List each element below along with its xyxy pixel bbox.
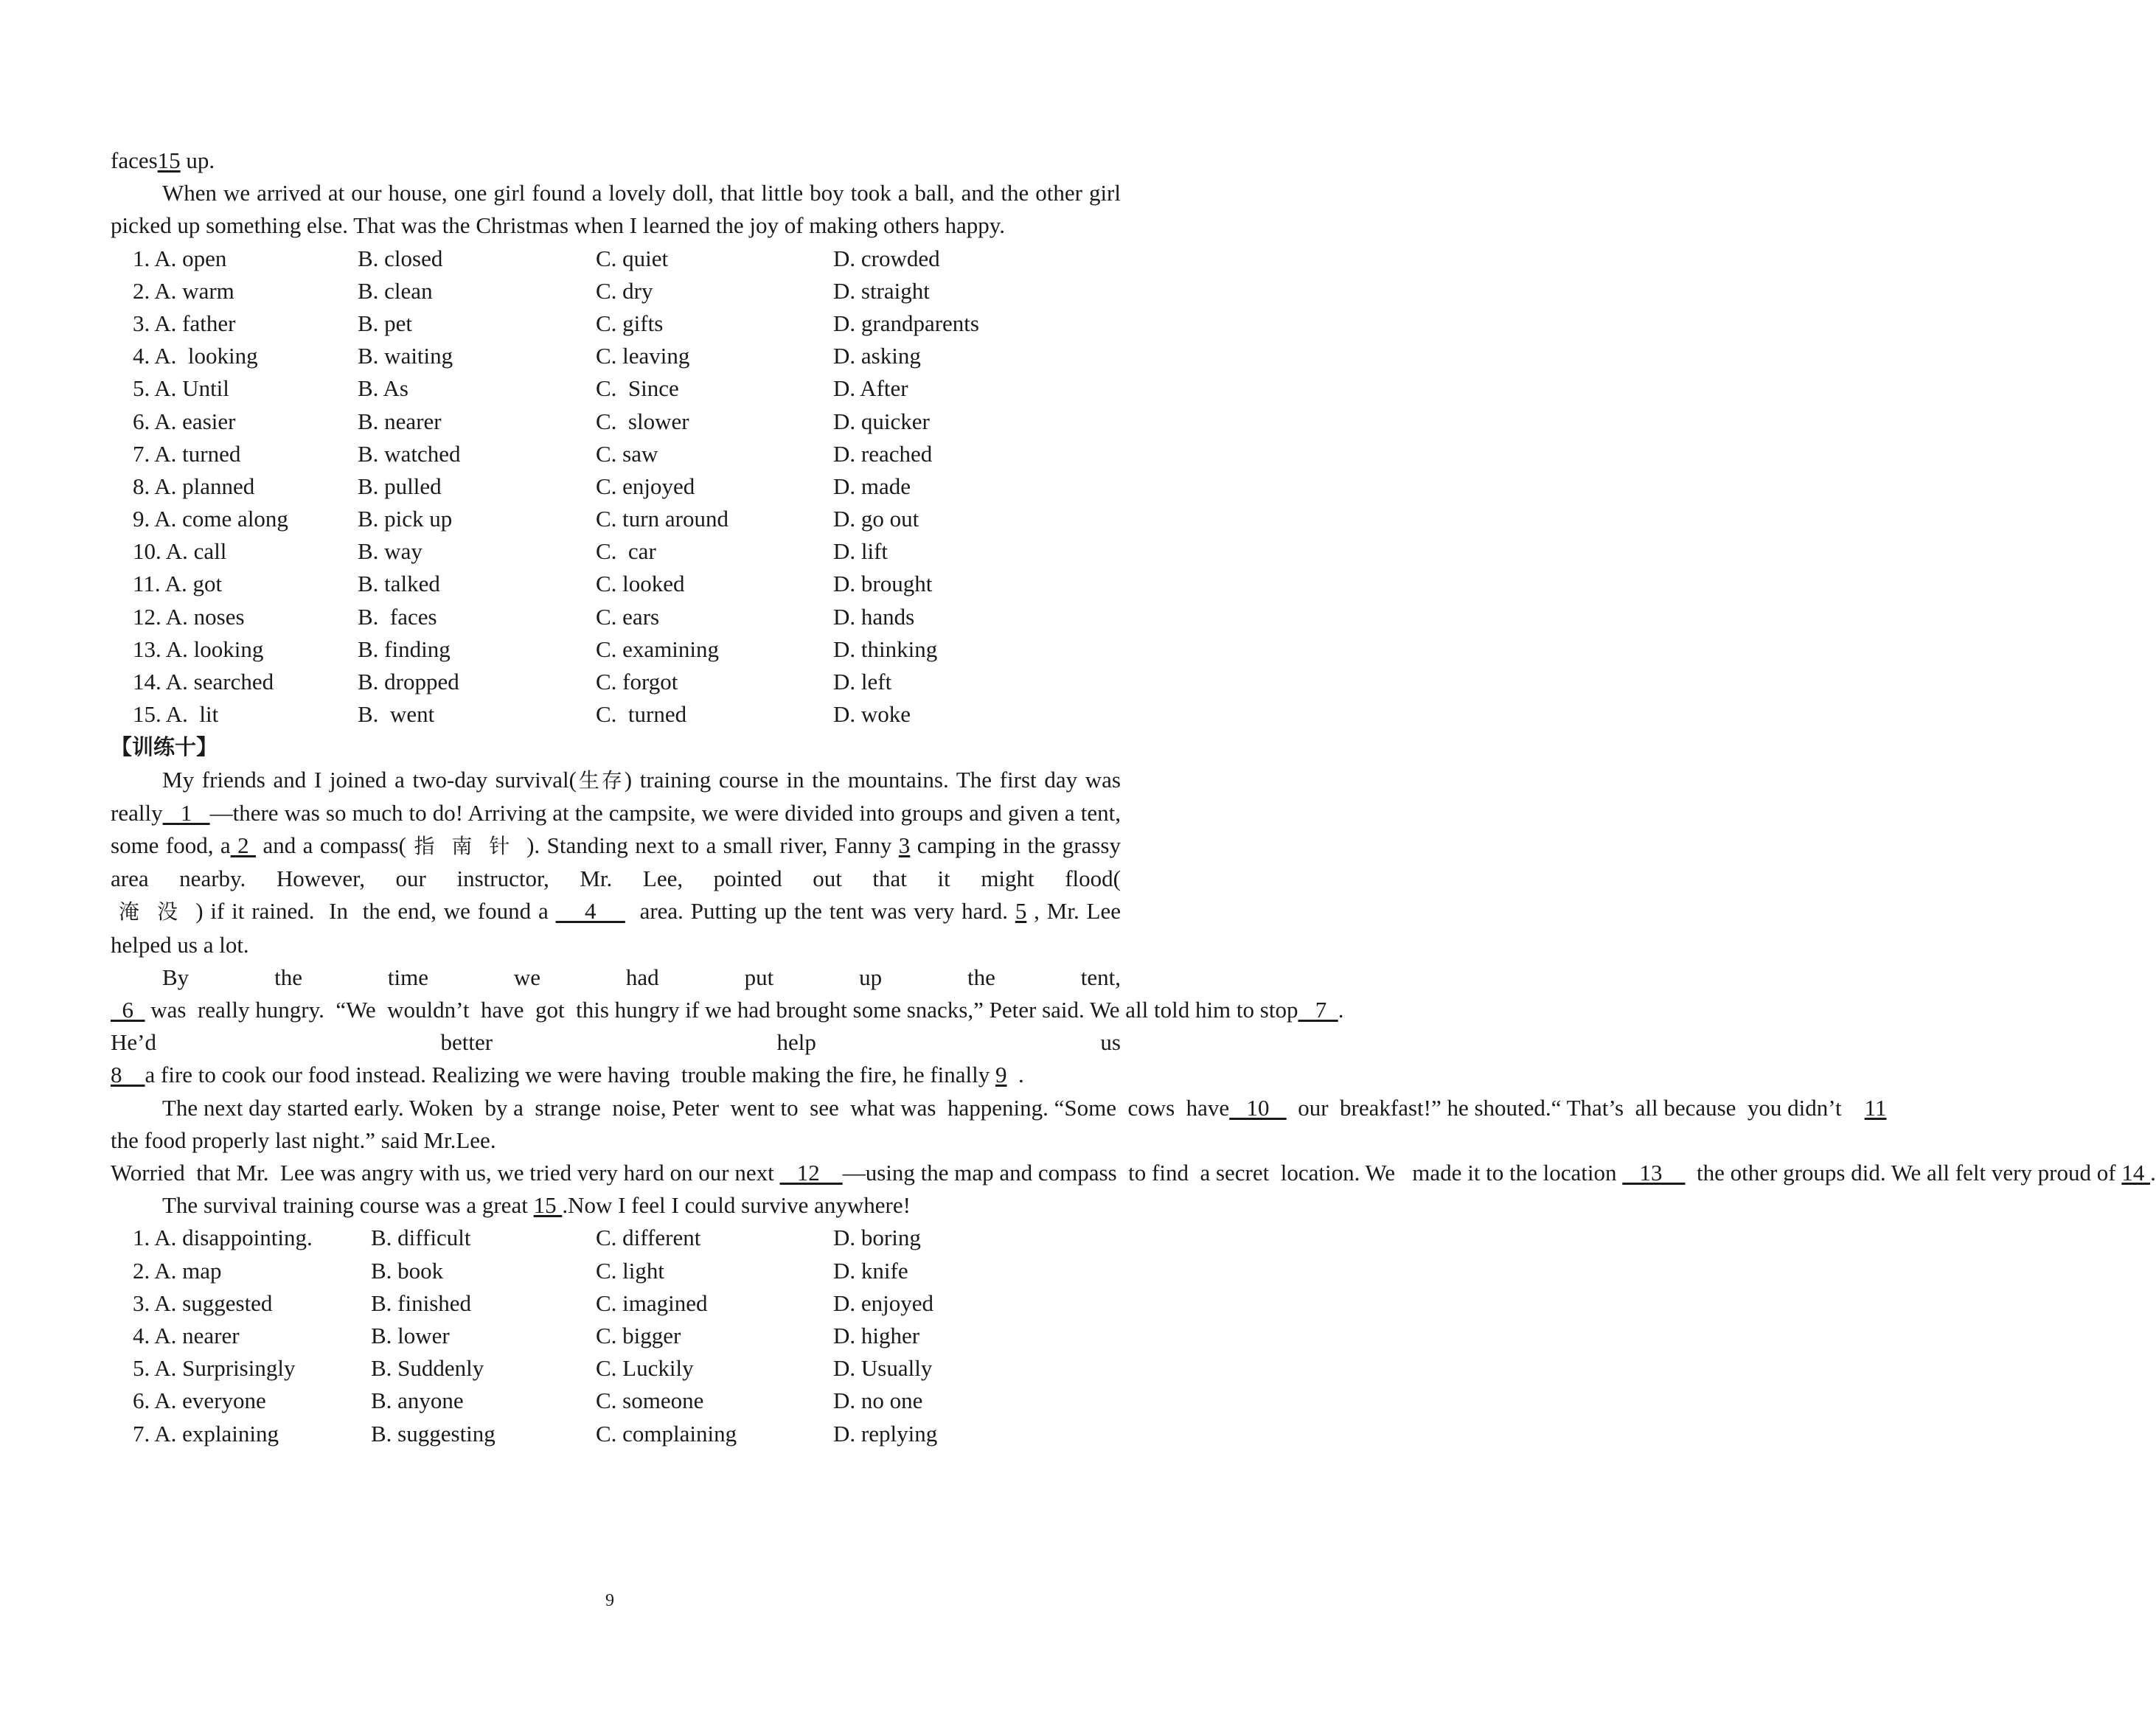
option-d: D. enjoyed (833, 1289, 934, 1316)
blank-14: 14 (2121, 1160, 2151, 1186)
option-b: B. As (358, 375, 408, 402)
option-b: B. finding (358, 636, 451, 662)
option-row (133, 1385, 1121, 1417)
passage2-paragraph-5: The survival training course was a great 15 .Now I feel I could survive anywhere! (162, 1192, 911, 1219)
option-c: C. turned (596, 701, 687, 728)
option-d: D. made (833, 473, 911, 499)
option-a: 15. A. lit (133, 701, 219, 728)
option-row (133, 601, 1121, 633)
option-row (133, 275, 1121, 307)
option-b: B. book (371, 1257, 444, 1284)
option-c: C. turn around (596, 506, 728, 532)
option-b: B. talked (358, 571, 440, 597)
option-a: 13. A. looking (133, 636, 264, 662)
section-heading: 【训练十】 (111, 734, 218, 760)
option-a: 7. A. turned (133, 440, 241, 467)
option-d: D. hands (833, 603, 915, 630)
option-d: D. brought (833, 571, 933, 597)
option-c: C. quiet (596, 245, 669, 271)
option-a: 12. A. noses (133, 603, 245, 630)
option-b: B. faces (358, 603, 437, 630)
option-b: B. went (358, 701, 435, 728)
option-c: C. dry (596, 277, 653, 304)
option-a: 4. A. looking (133, 343, 258, 369)
option-a: 8. A. planned (133, 473, 255, 499)
option-a: 6. A. easier (133, 408, 236, 434)
option-a: 3. A. suggested (133, 1289, 273, 1316)
option-a: 2. A. map (133, 1257, 222, 1284)
blank-12: 12 (779, 1160, 843, 1186)
blank-10: 10 (1229, 1094, 1287, 1121)
option-b: B. way (358, 538, 422, 565)
option-b: B. difficult (371, 1225, 471, 1251)
option-b: B. watched (358, 440, 461, 467)
option-a: 11. A. got (133, 571, 223, 597)
document-page (111, 145, 2156, 1450)
option-d: D. quicker (833, 408, 930, 434)
option-b: B. suggesting (371, 1420, 495, 1447)
option-c: C. light (596, 1257, 665, 1284)
blank-11: 11 (1864, 1094, 1887, 1121)
option-b: B. nearer (358, 408, 442, 434)
option-a: 7. A. explaining (133, 1420, 279, 1447)
option-d: D. thinking (833, 636, 938, 662)
option-row (133, 438, 1121, 470)
option-row (133, 405, 1121, 438)
option-a: 1. A. open (133, 245, 227, 271)
option-row (133, 633, 1121, 666)
option-c: C. leaving (596, 343, 690, 369)
option-b: B. lower (371, 1323, 450, 1349)
option-a: 5. A. Surprisingly (133, 1355, 296, 1382)
option-b: B. finished (371, 1289, 472, 1316)
blank-5: 5 (1015, 898, 1027, 925)
option-d: D. asking (833, 343, 921, 369)
option-d: D. knife (833, 1257, 908, 1284)
option-c: C. bigger (596, 1323, 681, 1349)
options-list-2 (133, 1222, 1121, 1449)
blank-9: 9 (995, 1062, 1007, 1088)
option-b: B. Suddenly (371, 1355, 484, 1382)
option-c: C. complaining (596, 1420, 737, 1447)
blank-13: 13 (1622, 1160, 1686, 1186)
passage2-paragraph-4: Worried that Mr. Lee was angry with us, we tried very hard on our next 12 —using the map and compass to find a secret location. We made it to the location 13 the other groups did. We all felt very proud of 14 . (111, 1160, 2156, 1186)
option-row (133, 243, 1121, 275)
blank-8: 8 (111, 1062, 145, 1088)
page-number: 9 (605, 1591, 614, 1610)
option-row (133, 372, 1121, 405)
option-row (133, 666, 1121, 698)
option-d: D. lift (833, 538, 889, 565)
option-b: B. dropped (358, 669, 459, 695)
option-c: C. Luckily (596, 1355, 694, 1382)
option-a: 5. A. Until (133, 375, 229, 402)
option-row (133, 470, 1121, 503)
option-c: C. ears (596, 603, 660, 630)
option-c: C. enjoyed (596, 473, 695, 499)
blank-15b: 15 (533, 1192, 563, 1219)
option-c: C. car (596, 538, 656, 565)
blank-2: 2 (230, 832, 257, 859)
option-d: D. boring (833, 1225, 921, 1251)
option-c: C. saw (596, 440, 658, 467)
option-d: D. no one (833, 1388, 923, 1414)
option-d: D. Usually (833, 1355, 933, 1382)
option-a: 10. A. call (133, 538, 227, 565)
option-row (133, 503, 1121, 535)
option-c: C. imagined (596, 1289, 708, 1316)
passage2-paragraph-3: The next day started early. Woken by a strange noise, Peter went to see what was happening. “Some cows have 10 our breakfast!” he shouted.“ That’s all because you didn’t 11 the food properly last night.” said Mr.Lee. (111, 1094, 1887, 1153)
option-row (133, 1255, 1121, 1287)
option-d: D. reached (833, 440, 933, 467)
option-row (133, 535, 1121, 568)
blank-3: 3 (898, 832, 911, 859)
option-row (133, 1352, 1121, 1385)
blank-4: 4 (555, 898, 625, 925)
option-d: D. go out (833, 506, 919, 532)
blank-15: 15 (157, 147, 181, 173)
option-a: 6. A. everyone (133, 1388, 266, 1414)
option-c: C. different (596, 1225, 701, 1251)
options-list-1 (133, 243, 1121, 731)
blank-1: 1 (162, 799, 210, 826)
option-b: B. pet (358, 310, 413, 336)
passage1-line: faces15 up. (111, 147, 215, 173)
option-c: C. Since (596, 375, 679, 402)
option-b: B. pick up (358, 506, 453, 532)
blank-7: 7 (1298, 997, 1338, 1023)
option-a: 14. A. searched (133, 669, 274, 695)
option-row (133, 1418, 1121, 1450)
option-row (133, 1222, 1121, 1254)
option-b: B. clean (358, 277, 433, 304)
option-c: C. gifts (596, 310, 664, 336)
option-c: C. slower (596, 408, 689, 434)
option-d: D. woke (833, 701, 911, 728)
option-d: D. higher (833, 1323, 920, 1349)
option-a: 1. A. disappointing. (133, 1225, 313, 1251)
option-a: 4. A. nearer (133, 1323, 240, 1349)
passage1-paragraph: When we arrived at our house, one girl found a lovely doll, that little boy took a ball, and the other girl picked up something else. That was the Christmas when I learned the joy of making others happy. (111, 180, 1121, 239)
option-d: D. left (833, 669, 892, 695)
option-row (133, 698, 1121, 731)
option-b: B. anyone (371, 1388, 464, 1414)
option-b: B. waiting (358, 343, 453, 369)
option-row (133, 568, 1121, 600)
option-row (133, 1320, 1121, 1352)
option-d: D. After (833, 375, 908, 402)
option-c: C. someone (596, 1388, 704, 1414)
option-d: D. replying (833, 1420, 938, 1447)
option-a: 3. A. father (133, 310, 236, 336)
option-a: 2. A. warm (133, 277, 234, 304)
option-c: C. examining (596, 636, 720, 662)
option-b: B. pulled (358, 473, 442, 499)
blank-6: 6 (111, 997, 145, 1023)
option-c: C. forgot (596, 669, 678, 695)
option-d: D. straight (833, 277, 930, 304)
option-a: 9. A. come along (133, 506, 288, 532)
option-c: C. looked (596, 571, 685, 597)
option-row (133, 1287, 1121, 1320)
passage2-paragraph-1: My friends and I joined a two-day survival(生存) training course in the mountains. The first day was really 1 —there was so much to do! Arriving at the campsite, we were divided into groups and given a tent, some food, a 2 and a compass( 指 南 针 ). Standing next to a small river, Fanny 3 camping in the grassy area nearby. However, our instructor, Mr. Lee, pointed out that it might flood( 淹 没 ) if it rained. In the end, we found a 4 area. Putting up the tent was very hard. 5 , Mr. Lee helped us a lot. (111, 766, 1121, 958)
option-d: D. crowded (833, 245, 940, 271)
option-b: B. closed (358, 245, 443, 271)
passage2-paragraph-2: By the time we had put up the tent, 6 was really hungry. “We wouldn’t have got this hungry if we had brought some snacks,” Peter said. We all told him to stop 7 . He’d better help us 8 a fire to cook our food instead. Realizing we were having trouble making the fire, he finally 9 . (111, 964, 1344, 1088)
option-row (133, 340, 1121, 372)
option-row (133, 307, 1121, 340)
option-d: D. grandparents (833, 310, 979, 336)
